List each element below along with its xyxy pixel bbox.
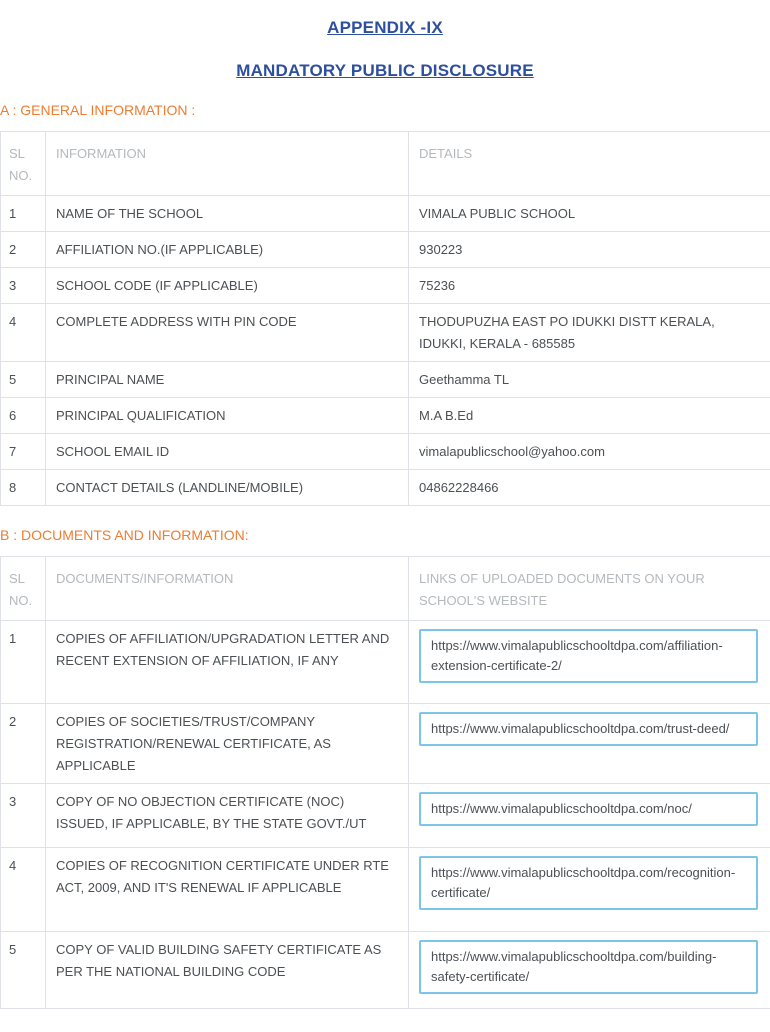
documents-header: DOCUMENTS/INFORMATION [46,557,409,621]
table-row [1,932,770,1009]
sl-cell: 3 [1,784,46,848]
link-cell [409,848,770,932]
appendix-title: APPENDIX -IX [0,18,770,38]
info-cell: AFFILIATION NO.(IF APPLICABLE) [46,232,409,268]
disclosure-title: MANDATORY PUBLIC DISCLOSURE [0,61,770,81]
sl-cell: 5 [1,932,46,1009]
info-cell: SCHOOL CODE (IF APPLICABLE) [46,268,409,304]
info-cell: COMPLETE ADDRESS WITH PIN CODE [46,304,409,362]
info-cell: SCHOOL EMAIL ID [46,434,409,470]
sl-cell: 7 [1,434,46,470]
doc-cell: COPIES OF SOCIETIES/TRUST/COMPANY REGISTRATION/RENEWAL CERTIFICATE, AS APPLICABLE [46,704,409,784]
table-row [1,434,770,470]
table-row [1,268,770,304]
sl-no-header: SL NO. [1,132,46,196]
document-link-box[interactable]: https://www.vimalapublicschooltdpa.com/recognition-certificate/ [419,856,758,910]
sl-cell: 2 [1,704,46,784]
document-link-box[interactable]: https://www.vimalapublicschooltdpa.com/noc/ [419,792,758,826]
sl-no-header: SL NO. [1,557,46,621]
table-row [1,848,770,932]
doc-cell: COPIES OF RECOGNITION CERTIFICATE UNDER RTE ACT, 2009, AND IT'S RENEWAL IF APPLICABLE [46,848,409,932]
table-row [1,232,770,268]
section-b-heading: B : DOCUMENTS AND INFORMATION: [0,527,770,543]
doc-cell: COPY OF NO OBJECTION CERTIFICATE (NOC) ISSUED, IF APPLICABLE, BY THE STATE GOVT./UT [46,784,409,848]
document-link-box[interactable]: https://www.vimalapublicschooltdpa.com/building-safety-certificate/ [419,940,758,994]
information-header: INFORMATION [46,132,409,196]
sl-cell: 8 [1,470,46,506]
table-row [1,196,770,232]
table-row [1,362,770,398]
table-row [1,304,770,362]
details-cell: vimalapublicschool@yahoo.com [409,434,770,470]
sl-cell: 6 [1,398,46,434]
link-cell [409,621,770,704]
sl-cell: 1 [1,621,46,704]
links-header [409,557,770,621]
table-row [1,704,770,784]
document-link-box[interactable]: https://www.vimalapublicschooltdpa.com/affiliation-extension-certificate-2/ [419,629,758,683]
doc-cell: COPIES OF AFFILIATION/UPGRADATION LETTER AND RECENT EXTENSION OF AFFILIATION, IF ANY [46,621,409,704]
info-cell: NAME OF THE SCHOOL [46,196,409,232]
table-header-row [1,132,770,196]
table-row [1,470,770,506]
table-row [1,784,770,848]
sl-cell: 5 [1,362,46,398]
sl-cell: 4 [1,304,46,362]
table-header-row [1,557,770,621]
sl-cell: 2 [1,232,46,268]
link-cell [409,932,770,1009]
document-link-box[interactable]: https://www.vimalapublicschooltdpa.com/trust-deed/ [419,712,758,746]
table-row [1,621,770,704]
general-information-table [0,131,770,506]
details-cell: 930223 [409,232,770,268]
links-header-text: LINKS OF UPLOADED DOCUMENTS ON YOUR SCHOOL'S WEBSITE [419,568,719,612]
doc-cell: COPY OF VALID BUILDING SAFETY CERTIFICATE AS PER THE NATIONAL BUILDING CODE [46,932,409,1009]
details-cell: VIMALA PUBLIC SCHOOL [409,196,770,232]
details-cell: 75236 [409,268,770,304]
section-a-heading: A : GENERAL INFORMATION : [0,102,770,118]
sl-cell: 4 [1,848,46,932]
details-cell: Geethamma TL [409,362,770,398]
sl-cell: 1 [1,196,46,232]
table-row [1,398,770,434]
link-cell [409,704,770,784]
info-cell: PRINCIPAL QUALIFICATION [46,398,409,434]
details-cell: M.A B.Ed [409,398,770,434]
details-cell: THODUPUZHA EAST PO IDUKKI DISTT KERALA, IDUKKI, KERALA - 685585 [409,304,770,362]
details-header: DETAILS [409,132,770,196]
info-cell: CONTACT DETAILS (LANDLINE/MOBILE) [46,470,409,506]
details-cell: 04862228466 [409,470,770,506]
link-cell [409,784,770,848]
documents-information-table [0,556,770,1009]
sl-cell: 3 [1,268,46,304]
info-cell: PRINCIPAL NAME [46,362,409,398]
